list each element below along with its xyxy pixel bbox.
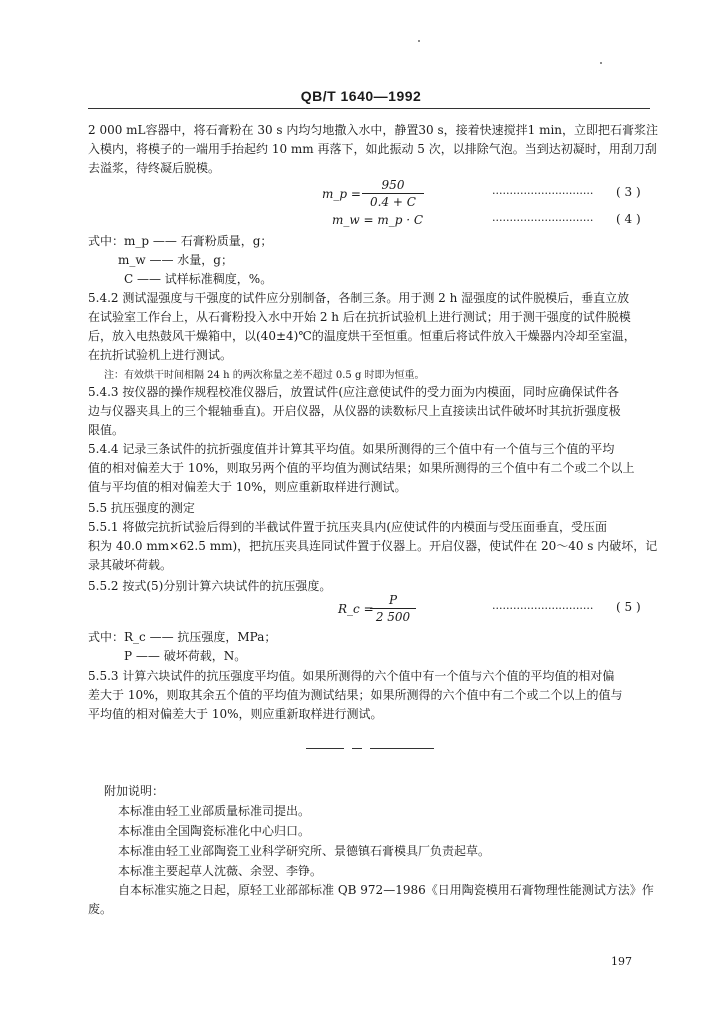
formula-3-dots: .............................	[492, 184, 594, 197]
fraction-bar	[370, 608, 416, 609]
end-rule-segment	[370, 748, 434, 749]
paragraph-line: 去溢浆，待终凝后脱模。	[88, 161, 221, 175]
paragraph-line: 入模内，将模子的一端用手抬起约 10 mm 再落下，如此振动 5 次，以排除气泡。当到达初凝时，用刮刀刮	[88, 142, 657, 156]
section-5-5-1-line: 积为 40.0 mm×62.5 mm)，把抗压夹具连同试件置于仪器上。开启仪器，使试件在 20～40 s 内破坏，记	[88, 539, 658, 553]
section-5-4-4-line: 值的相对偏差大于 10%，则取另两个值的平均值为测试结果；如果所测得的三个值中有二个或二个以上	[88, 461, 635, 475]
scan-speck	[600, 62, 602, 64]
section-5-4-2-line: 在试验室工作台上，从石膏粉投入水中开始 2 h 后在抗折试验机上进行测试；用于测干强度的试件脱模	[88, 310, 631, 324]
paragraph-line: 2 000 mL容器中，将石膏粉在 30 s 内均匀地撒入水中，静置30 s，接着快速搅拌1 min，立即把石膏浆注	[88, 123, 659, 137]
formula-5-lhs: R_c =	[338, 602, 374, 616]
section-5-4-2-line: 后，放入电热鼓风干燥箱中，以(40±4)℃的温度烘干至恒重。恒重后将试件放入干燥器内冷却至室温，	[88, 329, 636, 343]
end-rule-segment	[306, 748, 344, 749]
formula-3-lhs: m_p =	[322, 187, 361, 201]
section-5-5-3-line: 差大于 10%，则取其余五个值的平均值为测试结果；如果所测得的六个值中有二个或二个以上的值与	[88, 688, 623, 702]
section-5-5-3-line: 5.5.3 计算六块试件的抗压强度平均值。如果所测得的六个值中有一个值与六个值的平均值的相对偏	[88, 669, 615, 683]
formula-5-number: ( 5 )	[616, 600, 641, 614]
section-5-5-2: 5.5.2 按式(5)分别计算六块试件的抗压强度。	[88, 579, 332, 593]
section-5-4-3-line: 限值。	[88, 423, 125, 437]
header-rule	[88, 108, 650, 109]
end-rule-segment	[352, 748, 362, 749]
formula-3-number: ( 3 )	[616, 185, 641, 199]
where-line: C —— 试样标准稠度，%。	[124, 272, 273, 286]
section-5-4-2-line: 5.4.2 测试湿强度与干强度的试件应分别制备，各制三条。用于测 2 h 湿强度的试件脱模后，垂直立放	[88, 291, 630, 305]
formula-3-denominator: 0.4 + C	[370, 195, 416, 209]
formula-5-fraction	[370, 593, 416, 624]
note: 注：有效烘干时间相隔 24 h 的两次称量之差不超过 0.5 g 时即为恒重。	[104, 370, 425, 381]
section-5-4-4-line: 值与平均值的相对偏差大于 10%，则应重新取样进行测试。	[88, 480, 407, 494]
formula-5-dots: .............................	[492, 599, 594, 612]
section-5-5-1-line: 录其破坏荷载。	[88, 558, 173, 572]
appendix-line: 本标准由轻工业部质量标准司提出。	[118, 804, 311, 818]
where-line: m_w —— 水量，g；	[118, 253, 233, 267]
section-5-5-3-line: 平均值的相对偏差大于 10%，则应重新取样进行测试。	[88, 707, 383, 721]
appendix-line: 本标准主要起草人沈薇、余翌、李铮。	[118, 864, 323, 878]
appendix-line: 废。	[88, 902, 113, 916]
formula-3-fraction	[362, 178, 424, 209]
formula-4: m_w = m_p · C	[332, 213, 424, 227]
page-header: QB/T 1640—1992	[300, 88, 422, 104]
appendix-title: 附加说明：	[104, 784, 165, 798]
formula-4-dots: .............................	[492, 211, 594, 224]
section-5-4-2-line: 在抗折试验机上进行测试。	[88, 348, 233, 362]
where-line: P —— 破坏荷载，N。	[124, 649, 247, 663]
formula-4-number: ( 4 )	[616, 212, 641, 226]
formula-3-numerator: 950	[381, 178, 405, 192]
section-5-4-4-line: 5.4.4 记录三条试件的抗折强度值并计算其平均值。如果所测得的三个值中有一个值与三个值的平均	[88, 442, 615, 456]
section-5-5-1-line: 5.5.1 将做完抗折试验后得到的半截试件置于抗压夹具内(应使试件的内模面与受压面垂直，受压面	[88, 520, 608, 534]
where-line: 式中：m_p —— 石膏粉质量，g；	[88, 234, 273, 248]
formula-5-numerator: P	[388, 593, 398, 607]
appendix-line: 本标准由全国陶瓷标准化中心归口。	[118, 824, 311, 838]
section-5-5-heading: 5.5 抗压强度的测定	[88, 501, 195, 515]
section-5-4-3-line: 边与仪器夹具上的三个辊轴垂直)。开启仪器，从仪器的读数标尺上直接读出试件破坏时其抗折强度极	[88, 404, 621, 418]
appendix-line: 自本标准实施之日起，原轻工业部部标准 QB 972—1986《日用陶瓷模用石膏物理性能测试方法》作	[118, 883, 654, 897]
fraction-bar	[362, 193, 424, 194]
where-line: 式中：R_c —— 抗压强度，MPa；	[88, 630, 277, 644]
appendix-line: 本标准由轻工业部陶瓷工业科学研究所、景德镇石膏模具厂负责起草。	[118, 844, 491, 858]
scan-speck	[418, 40, 420, 42]
formula-5-denominator: 2 500	[375, 610, 411, 624]
page-number: 197	[611, 955, 632, 968]
section-5-4-3-line: 5.4.3 按仪器的操作规程校准仪器后，放置试件(应注意使试件的受力面为内模面，同时应确保试件各	[88, 385, 620, 399]
